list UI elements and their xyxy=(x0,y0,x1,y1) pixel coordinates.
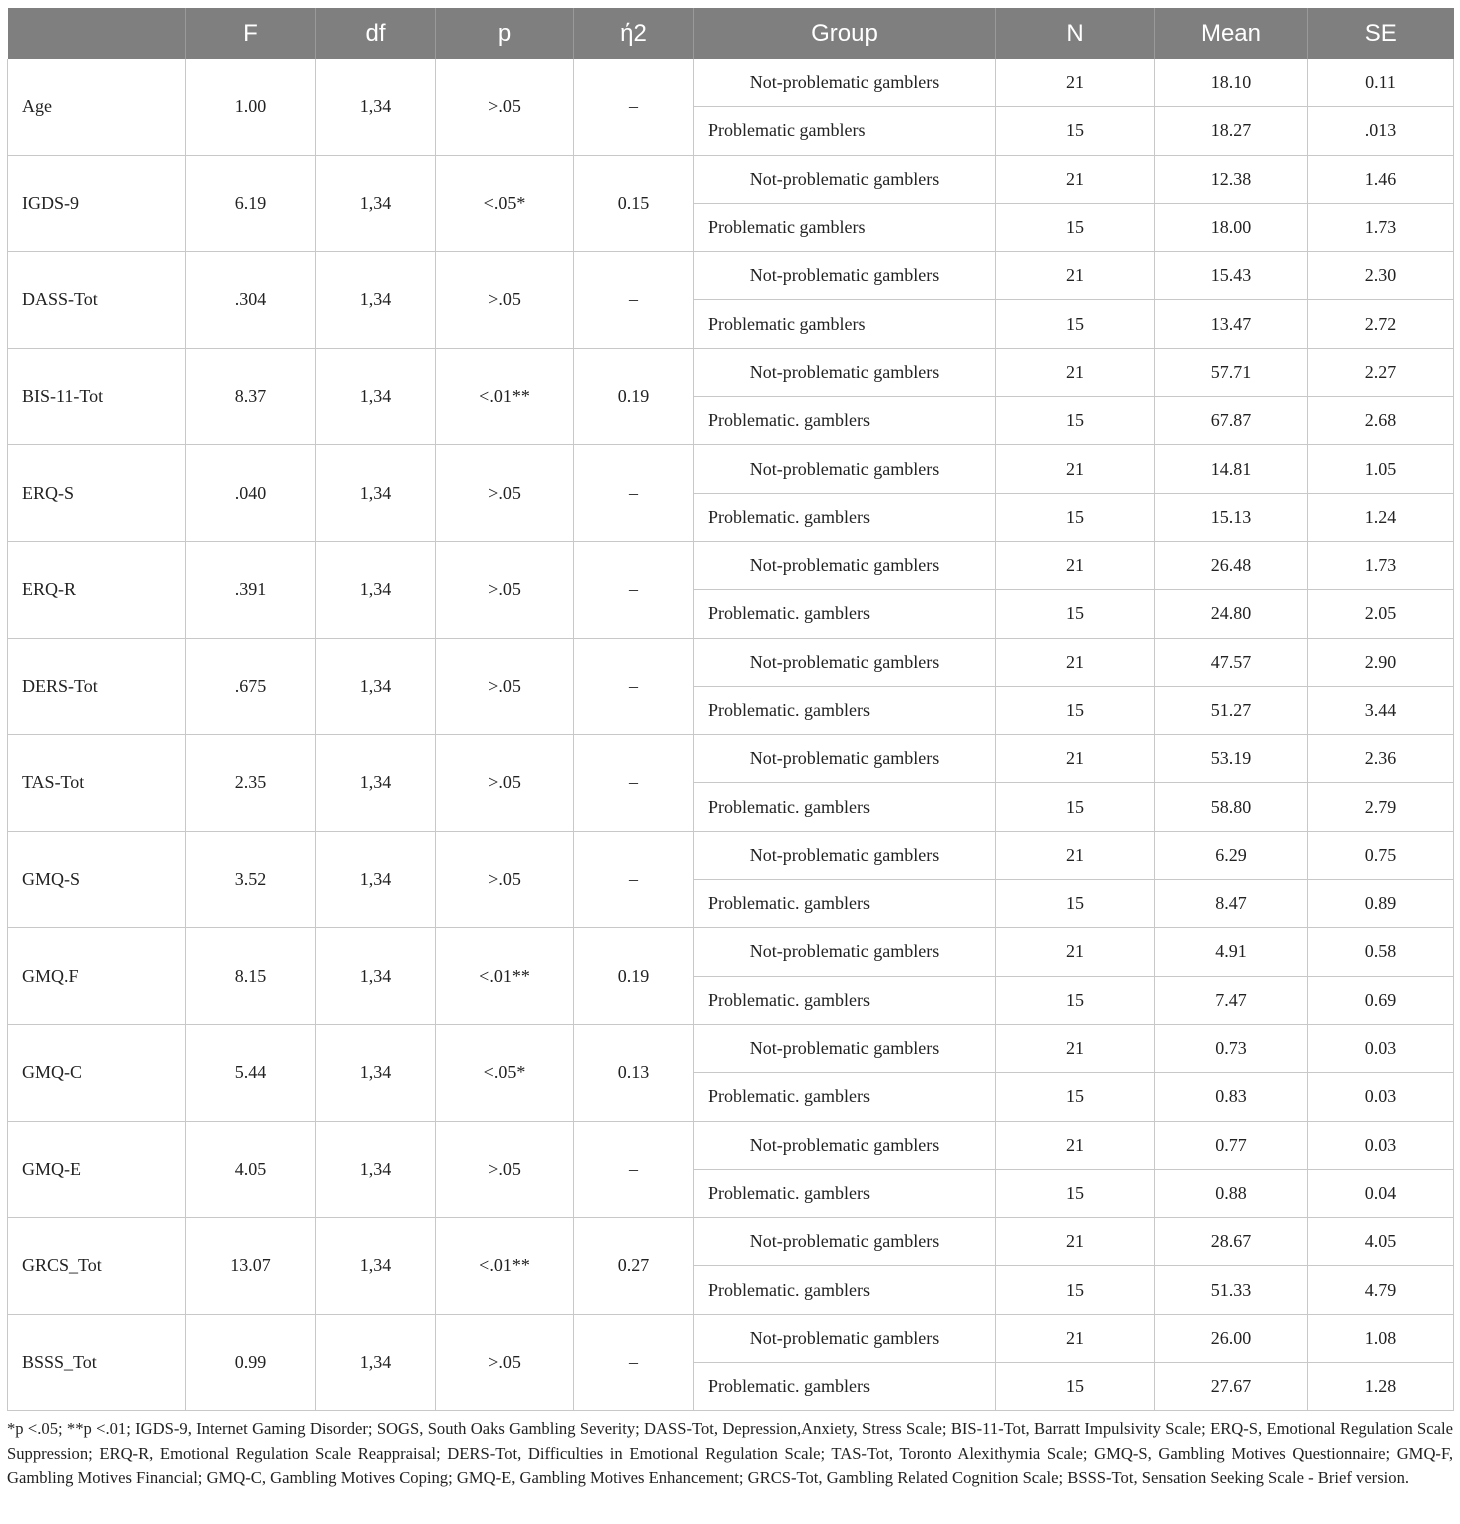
group-cell: Not-problematic gamblers xyxy=(694,928,996,976)
f-cell: .304 xyxy=(186,252,316,349)
group-cell: Problematic. gamblers xyxy=(694,783,996,831)
table-row xyxy=(8,1121,1454,1169)
n-cell: 21 xyxy=(996,59,1155,107)
group-cell: Problematic. gamblers xyxy=(694,1169,996,1217)
table-row xyxy=(8,735,1454,783)
group-cell: Not-problematic gamblers xyxy=(694,735,996,783)
se-cell: 1.46 xyxy=(1308,155,1454,203)
se-cell: 1.73 xyxy=(1308,203,1454,251)
df-cell: 1,34 xyxy=(316,1314,436,1411)
p-cell: <.01** xyxy=(436,348,574,445)
p-cell: >.05 xyxy=(436,831,574,928)
table-row xyxy=(8,638,1454,686)
mean-cell: 0.77 xyxy=(1155,1121,1308,1169)
table-row xyxy=(8,59,1454,107)
se-cell: 0.03 xyxy=(1308,1073,1454,1121)
eta-cell: – xyxy=(574,831,694,928)
table-footnote: *p <.05; **p <.01; IGDS-9, Internet Gaming Disorder; SOGS, South Oaks Gambling Severity; DASS-Tot, Depression,Anxiety, Stress Scale; BIS-11-Tot, Barratt Impulsivity Scale; ERQ-S, Emotional Regulation Scale Suppression; ERQ-R, Emotional Regulation Scale Reappraisal; DERS-Tot, Difficulties in Emotional Regulation Scale; TAS-Tot, Toronto Alexithymia Scale; GMQ-S, Gambling Motives Questionnaire; GMQ-F, Gambling Motives Financial; GMQ-C, Gambling Motives Coping; GMQ-E, Gambling Motives Enhancement; GRCS-Tot, Gambling Related Cognition Scale; BSSS-Tot, Sensation Seeking Scale - Brief version. xyxy=(7,1419,1453,1488)
variable-cell: Age xyxy=(8,59,186,155)
group-cell: Not-problematic gamblers xyxy=(694,1218,996,1266)
variable-cell: DERS-Tot xyxy=(8,638,186,735)
table-row xyxy=(8,1314,1454,1362)
n-cell: 15 xyxy=(996,493,1155,541)
n-cell: 15 xyxy=(996,686,1155,734)
se-cell: 0.69 xyxy=(1308,976,1454,1024)
eta-cell: 0.27 xyxy=(574,1218,694,1315)
group-cell: Not-problematic gamblers xyxy=(694,348,996,396)
p-cell: >.05 xyxy=(436,541,574,638)
n-cell: 15 xyxy=(996,976,1155,1024)
header-se: SE xyxy=(1308,8,1454,59)
n-cell: 21 xyxy=(996,252,1155,300)
n-cell: 21 xyxy=(996,1024,1155,1072)
header-variable xyxy=(8,8,186,59)
n-cell: 21 xyxy=(996,928,1155,976)
eta-cell: – xyxy=(574,252,694,349)
f-cell: 8.15 xyxy=(186,928,316,1025)
se-cell: 0.03 xyxy=(1308,1024,1454,1072)
n-cell: 21 xyxy=(996,1121,1155,1169)
p-cell: <.05* xyxy=(436,1024,574,1121)
header-row xyxy=(8,8,1454,59)
se-cell: 2.27 xyxy=(1308,348,1454,396)
mean-cell: 24.80 xyxy=(1155,590,1308,638)
n-cell: 15 xyxy=(996,783,1155,831)
se-cell: 0.04 xyxy=(1308,1169,1454,1217)
n-cell: 15 xyxy=(996,590,1155,638)
table-body xyxy=(8,59,1454,1411)
mean-cell: 18.27 xyxy=(1155,107,1308,155)
table-row xyxy=(8,445,1454,493)
df-cell: 1,34 xyxy=(316,445,436,542)
group-cell: Not-problematic gamblers xyxy=(694,155,996,203)
df-cell: 1,34 xyxy=(316,1218,436,1315)
n-cell: 15 xyxy=(996,880,1155,928)
mean-cell: 13.47 xyxy=(1155,300,1308,348)
se-cell: 2.30 xyxy=(1308,252,1454,300)
df-cell: 1,34 xyxy=(316,348,436,445)
se-cell: 1.73 xyxy=(1308,541,1454,589)
n-cell: 21 xyxy=(996,348,1155,396)
eta-cell: – xyxy=(574,59,694,155)
p-cell: >.05 xyxy=(436,252,574,349)
n-cell: 21 xyxy=(996,735,1155,783)
variable-cell: ERQ-S xyxy=(8,445,186,542)
f-cell: .675 xyxy=(186,638,316,735)
eta-cell: – xyxy=(574,541,694,638)
f-cell: 13.07 xyxy=(186,1218,316,1315)
n-cell: 21 xyxy=(996,155,1155,203)
mean-cell: 26.00 xyxy=(1155,1314,1308,1362)
mean-cell: 14.81 xyxy=(1155,445,1308,493)
p-cell: <.05* xyxy=(436,155,574,252)
header-p: p xyxy=(436,8,574,59)
f-cell: 3.52 xyxy=(186,831,316,928)
mean-cell: 67.87 xyxy=(1155,397,1308,445)
group-cell: Not-problematic gamblers xyxy=(694,1024,996,1072)
df-cell: 1,34 xyxy=(316,735,436,832)
se-cell: 0.03 xyxy=(1308,1121,1454,1169)
n-cell: 21 xyxy=(996,638,1155,686)
df-cell: 1,34 xyxy=(316,155,436,252)
p-cell: >.05 xyxy=(436,1121,574,1218)
n-cell: 15 xyxy=(996,1266,1155,1314)
mean-cell: 26.48 xyxy=(1155,541,1308,589)
mean-cell: 53.19 xyxy=(1155,735,1308,783)
eta-cell: – xyxy=(574,445,694,542)
se-cell: 1.24 xyxy=(1308,493,1454,541)
group-cell: Problematic. gamblers xyxy=(694,976,996,1024)
se-cell: 0.75 xyxy=(1308,831,1454,879)
variable-cell: IGDS-9 xyxy=(8,155,186,252)
mean-cell: 18.10 xyxy=(1155,59,1308,107)
group-cell: Problematic. gamblers xyxy=(694,686,996,734)
se-cell: 4.05 xyxy=(1308,1218,1454,1266)
n-cell: 21 xyxy=(996,831,1155,879)
header-n: N xyxy=(996,8,1155,59)
df-cell: 1,34 xyxy=(316,831,436,928)
f-cell: 1.00 xyxy=(186,59,316,155)
variable-cell: TAS-Tot xyxy=(8,735,186,832)
group-cell: Not-problematic gamblers xyxy=(694,1314,996,1362)
se-cell: 0.58 xyxy=(1308,928,1454,976)
mean-cell: 51.27 xyxy=(1155,686,1308,734)
n-cell: 15 xyxy=(996,300,1155,348)
group-cell: Problematic gamblers xyxy=(694,300,996,348)
variable-cell: GMQ.F xyxy=(8,928,186,1025)
se-cell: 2.68 xyxy=(1308,397,1454,445)
eta-cell: 0.15 xyxy=(574,155,694,252)
se-cell: 2.05 xyxy=(1308,590,1454,638)
eta-cell: 0.13 xyxy=(574,1024,694,1121)
n-cell: 15 xyxy=(996,1073,1155,1121)
se-cell: 2.36 xyxy=(1308,735,1454,783)
variable-cell: DASS-Tot xyxy=(8,252,186,349)
variable-cell: BIS-11-Tot xyxy=(8,348,186,445)
n-cell: 15 xyxy=(996,1363,1155,1411)
f-cell: 5.44 xyxy=(186,1024,316,1121)
df-cell: 1,34 xyxy=(316,541,436,638)
header-group: Group xyxy=(694,8,996,59)
group-cell: Not-problematic gamblers xyxy=(694,541,996,589)
variable-cell: ERQ-R xyxy=(8,541,186,638)
mean-cell: 8.47 xyxy=(1155,880,1308,928)
group-cell: Problematic. gamblers xyxy=(694,1266,996,1314)
table-row xyxy=(8,252,1454,300)
group-cell: Not-problematic gamblers xyxy=(694,831,996,879)
se-cell: 0.11 xyxy=(1308,59,1454,107)
mean-cell: 0.73 xyxy=(1155,1024,1308,1072)
group-cell: Problematic gamblers xyxy=(694,107,996,155)
mean-cell: 28.67 xyxy=(1155,1218,1308,1266)
se-cell: 2.72 xyxy=(1308,300,1454,348)
mean-cell: 6.29 xyxy=(1155,831,1308,879)
p-cell: <.01** xyxy=(436,928,574,1025)
p-cell: >.05 xyxy=(436,1314,574,1411)
group-cell: Not-problematic gamblers xyxy=(694,445,996,493)
variable-cell: GMQ-S xyxy=(8,831,186,928)
df-cell: 1,34 xyxy=(316,1024,436,1121)
n-cell: 15 xyxy=(996,397,1155,445)
mean-cell: 7.47 xyxy=(1155,976,1308,1024)
n-cell: 15 xyxy=(996,1169,1155,1217)
table-container xyxy=(7,8,1453,1491)
table-row xyxy=(8,541,1454,589)
mean-cell: 12.38 xyxy=(1155,155,1308,203)
p-cell: >.05 xyxy=(436,59,574,155)
f-cell: 2.35 xyxy=(186,735,316,832)
group-cell: Not-problematic gamblers xyxy=(694,1121,996,1169)
group-cell: Problematic. gamblers xyxy=(694,397,996,445)
eta-cell: – xyxy=(574,735,694,832)
group-cell: Problematic. gamblers xyxy=(694,493,996,541)
table-row xyxy=(8,1218,1454,1266)
df-cell: 1,34 xyxy=(316,252,436,349)
f-cell: 8.37 xyxy=(186,348,316,445)
group-cell: Not-problematic gamblers xyxy=(694,638,996,686)
se-cell: 3.44 xyxy=(1308,686,1454,734)
se-cell: 0.89 xyxy=(1308,880,1454,928)
table-row xyxy=(8,348,1454,396)
df-cell: 1,34 xyxy=(316,59,436,155)
group-cell: Problematic. gamblers xyxy=(694,880,996,928)
variable-cell: GRCS_Tot xyxy=(8,1218,186,1315)
n-cell: 15 xyxy=(996,107,1155,155)
df-cell: 1,34 xyxy=(316,1121,436,1218)
f-cell: .391 xyxy=(186,541,316,638)
mean-cell: 57.71 xyxy=(1155,348,1308,396)
p-cell: <.01** xyxy=(436,1218,574,1315)
variable-cell: GMQ-E xyxy=(8,1121,186,1218)
se-cell: 2.79 xyxy=(1308,783,1454,831)
p-cell: >.05 xyxy=(436,735,574,832)
mean-cell: 18.00 xyxy=(1155,203,1308,251)
mean-cell: 0.88 xyxy=(1155,1169,1308,1217)
mean-cell: 4.91 xyxy=(1155,928,1308,976)
f-cell: .040 xyxy=(186,445,316,542)
p-cell: >.05 xyxy=(436,445,574,542)
eta-cell: – xyxy=(574,1314,694,1411)
mean-cell: 15.13 xyxy=(1155,493,1308,541)
header-df: df xyxy=(316,8,436,59)
n-cell: 15 xyxy=(996,203,1155,251)
header-eta: ή2 xyxy=(574,8,694,59)
mean-cell: 47.57 xyxy=(1155,638,1308,686)
group-cell: Problematic. gamblers xyxy=(694,1073,996,1121)
table-row xyxy=(8,155,1454,203)
mean-cell: 27.67 xyxy=(1155,1363,1308,1411)
mean-cell: 51.33 xyxy=(1155,1266,1308,1314)
eta-cell: 0.19 xyxy=(574,928,694,1025)
eta-cell: – xyxy=(574,1121,694,1218)
eta-cell: – xyxy=(574,638,694,735)
se-cell: 2.90 xyxy=(1308,638,1454,686)
variable-cell: GMQ-C xyxy=(8,1024,186,1121)
header-f: F xyxy=(186,8,316,59)
mean-cell: 15.43 xyxy=(1155,252,1308,300)
se-cell: 4.79 xyxy=(1308,1266,1454,1314)
group-cell: Problematic gamblers xyxy=(694,203,996,251)
group-cell: Not-problematic gamblers xyxy=(694,252,996,300)
mean-cell: 58.80 xyxy=(1155,783,1308,831)
group-cell: Problematic. gamblers xyxy=(694,1363,996,1411)
f-cell: 4.05 xyxy=(186,1121,316,1218)
n-cell: 21 xyxy=(996,445,1155,493)
group-cell: Not-problematic gamblers xyxy=(694,59,996,107)
mean-cell: 0.83 xyxy=(1155,1073,1308,1121)
n-cell: 21 xyxy=(996,1314,1155,1362)
variable-cell: BSSS_Tot xyxy=(8,1314,186,1411)
se-cell: 1.05 xyxy=(1308,445,1454,493)
table-row xyxy=(8,928,1454,976)
se-cell: 1.08 xyxy=(1308,1314,1454,1362)
group-cell: Problematic. gamblers xyxy=(694,590,996,638)
f-cell: 0.99 xyxy=(186,1314,316,1411)
results-table xyxy=(7,8,1454,1411)
df-cell: 1,34 xyxy=(316,638,436,735)
table-row xyxy=(8,831,1454,879)
f-cell: 6.19 xyxy=(186,155,316,252)
p-cell: >.05 xyxy=(436,638,574,735)
n-cell: 21 xyxy=(996,1218,1155,1266)
se-cell: .013 xyxy=(1308,107,1454,155)
n-cell: 21 xyxy=(996,541,1155,589)
header-mean: Mean xyxy=(1155,8,1308,59)
table-row xyxy=(8,1024,1454,1072)
df-cell: 1,34 xyxy=(316,928,436,1025)
eta-cell: 0.19 xyxy=(574,348,694,445)
se-cell: 1.28 xyxy=(1308,1363,1454,1411)
